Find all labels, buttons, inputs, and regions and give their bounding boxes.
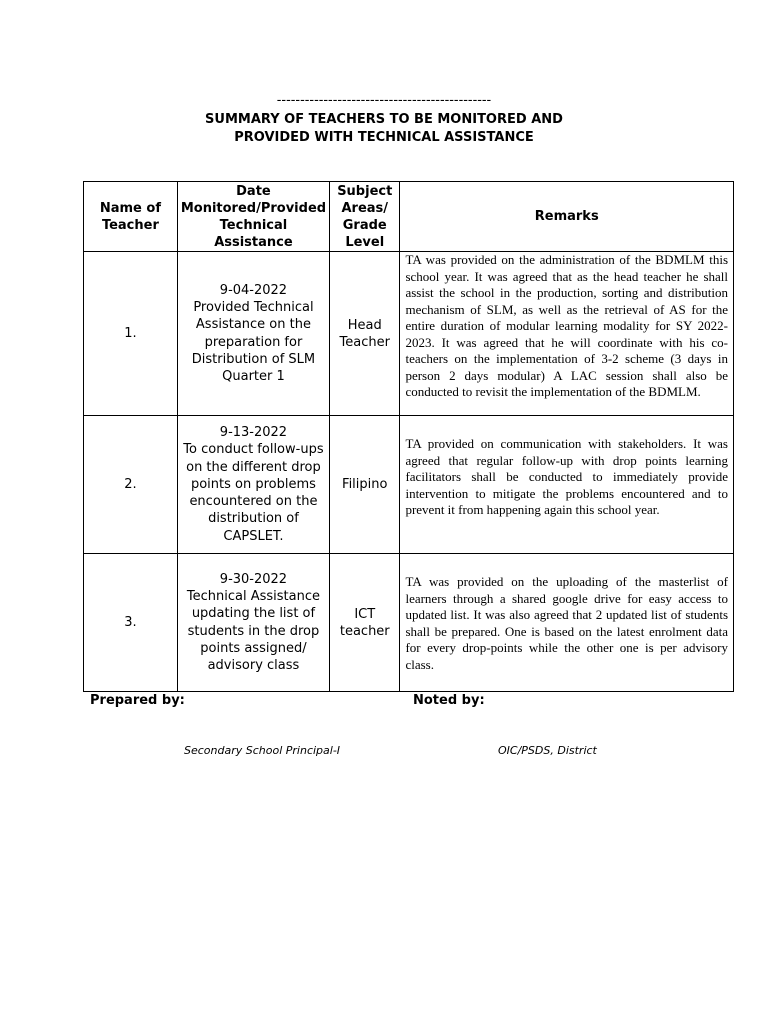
table-row: [84, 252, 734, 416]
title-line-1: SUMMARY OF TEACHERS TO BE MONITORED AND: [205, 112, 563, 127]
title-rule: ----------------------------------------------: [276, 91, 492, 107]
table-row: [84, 416, 734, 554]
row-number: 1.: [84, 252, 178, 416]
noted-by-label: Noted by:: [413, 693, 485, 708]
summary-table: [83, 181, 734, 692]
header-date-monitored: Date Monitored/Provided Technical Assistance: [177, 182, 329, 252]
table-row: [84, 554, 734, 692]
date-cell: [177, 554, 329, 692]
subject-cell: Head Teacher: [330, 252, 400, 416]
remarks-cell: TA was provided on the administration of the BDMLM this school year. It was agreed that as the head teacher he shall assist the school in the production, sorting and distribution mechanism of SLM, as well as the retrieval of AS for the entire duration of modular learning modality for SY 2022-2023. It was agreed that he will coordinate with his co-teachers on the implementation of 3-2 scheme (3 days in person 2 days modular) A LAC session shall also be conducted to revisit the implementation of the BDMLM.: [400, 252, 734, 416]
header-remarks: Remarks: [400, 182, 734, 252]
title-line-2: PROVIDED WITH TECHNICAL ASSISTANCE: [234, 130, 534, 145]
row-number: 2.: [84, 416, 178, 554]
table-header-row: [84, 182, 734, 252]
remarks-cell: TA was provided on the uploading of the masterlist of learners through a shared google drive for easy access to updated list. It was also agreed that 2 updated list of students shall be prepared. One is based on the latest enrolment data for every drop-points while the other one is per advisory class.: [400, 554, 734, 692]
header-name-of-teacher: Name of Teacher: [84, 182, 178, 252]
date-cell: [177, 416, 329, 554]
prepared-by-title: Secondary School Principal-I: [184, 744, 341, 757]
remarks-cell: TA provided on communication with stakeholders. It was agreed that regular follow-up with drop points learning facilitators shall be conducted to immediately provide intervention to mitigate the problems encountered and to prevent it from happening again this school year.: [400, 416, 734, 554]
date-description: To conduct follow-ups on the different drop points on problems encountered on the distribution of CAPSLET.: [183, 442, 324, 544]
date-description: Technical Assistance updating the list of students in the drop points assigned/ advisory class: [186, 589, 320, 673]
document-title: [0, 111, 768, 147]
date-value: 9-13-2022: [219, 425, 288, 441]
row-number: 3.: [84, 554, 178, 692]
subject-cell: Filipino: [330, 416, 400, 554]
prepared-by-label: Prepared by:: [90, 693, 185, 708]
date-value: 9-04-2022: [219, 282, 288, 298]
noted-by-title: OIC/PSDS, District: [498, 744, 597, 757]
date-cell: [177, 252, 329, 416]
header-subject-areas: Subject Areas/ Grade Level: [330, 182, 400, 252]
date-description: Provided Technical Assistance on the preparation for Distribution of SLM Quarter 1: [191, 300, 316, 384]
subject-cell: ICT teacher: [330, 554, 400, 692]
date-value: 9-30-2022: [219, 571, 288, 587]
